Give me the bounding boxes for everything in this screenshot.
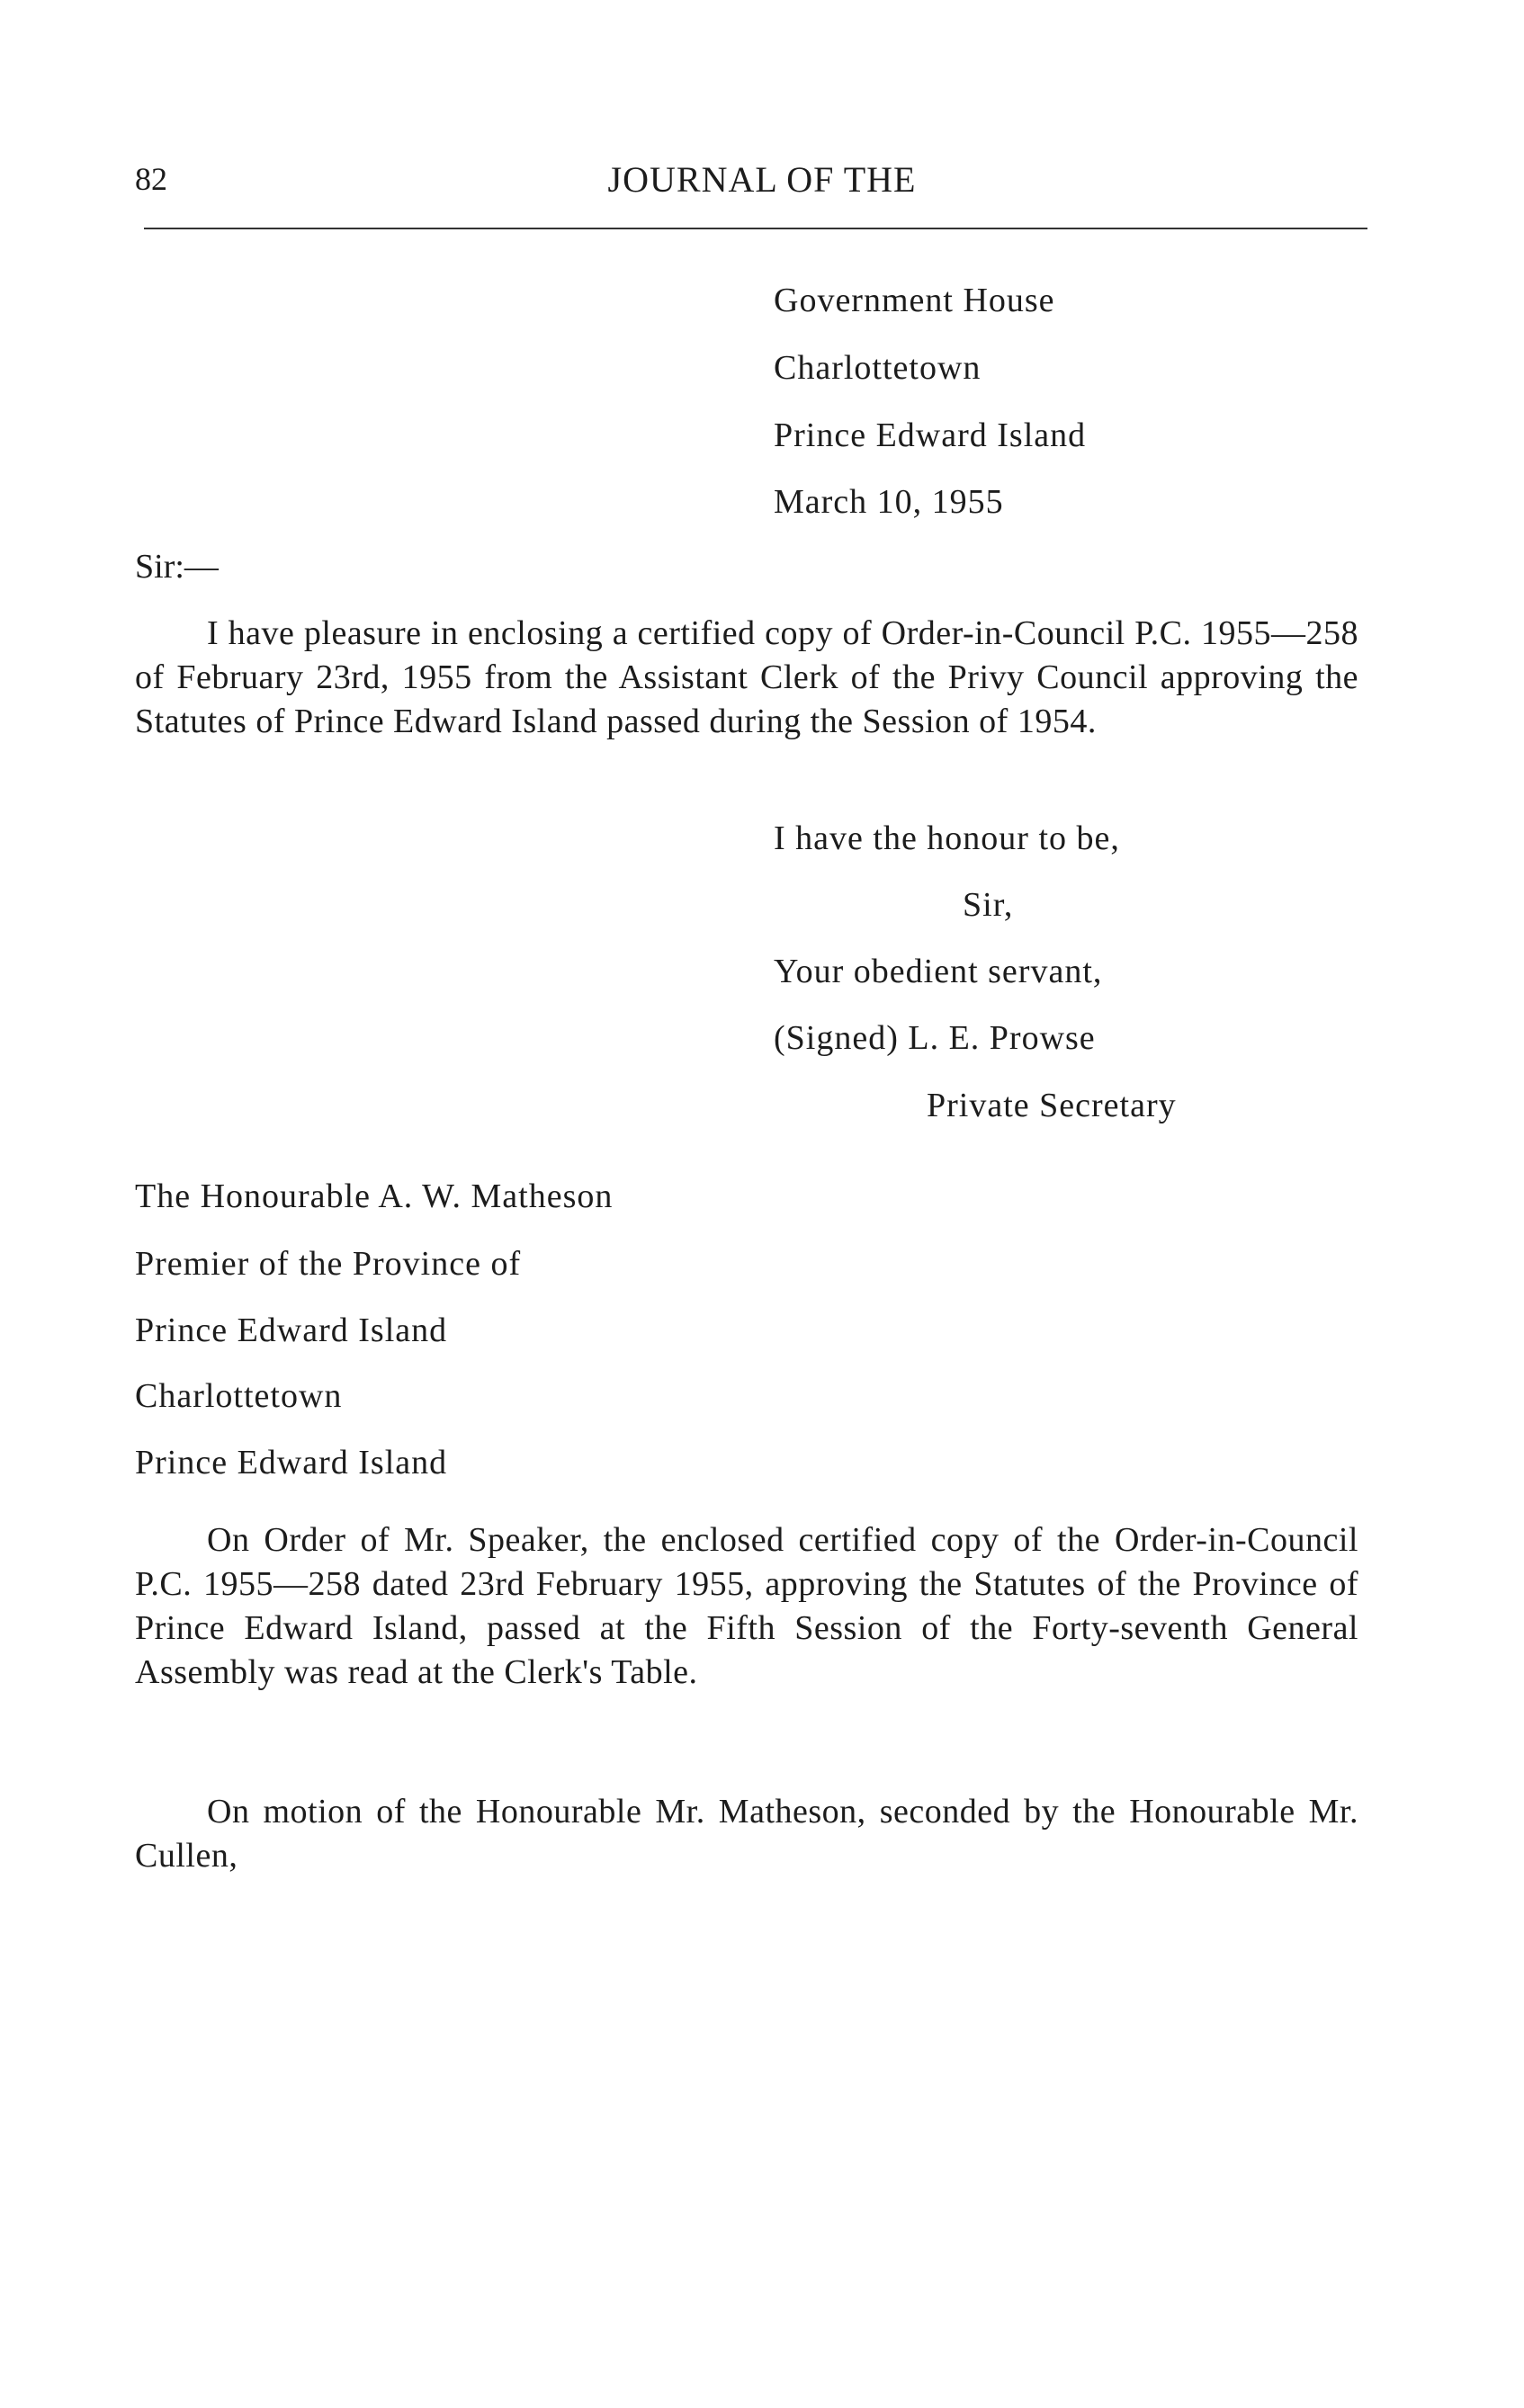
closing-salutation: Sir, [963,886,1014,924]
sender-address-line: Prince Edward Island [774,416,1087,454]
running-title: JOURNAL OF THE [607,159,917,200]
sender-address-line: Government House [774,282,1055,319]
recipient-line: Prince Edward Island [135,1444,448,1482]
recipient-line: Charlottetown [135,1377,343,1415]
letter-body: I have pleasure in enclosing a certified copy of Order-in-Council P.C. 1955—258 of February 23rd, 1955 from the Assistant Clerk of the Privy Council approving the Statutes of Prince Edward Island passed during the Session of 1954. [135,614,1358,740]
journal-paragraph: On Order of Mr. Speaker, the enclosed certified copy of the Order-in-Council P.C. 1955—258 dated 23rd February 1955, approving the Statutes of the Province of Prince Edward Island, passed at the Fifth Session of the Forty-seventh General Assembly was read at the Clerk's Table. [135,1521,1358,1691]
page-number: 82 [135,161,167,197]
recipient-line: Premier of the Province of [135,1245,522,1283]
sender-address-line: Charlottetown [774,349,982,387]
recipient-line: The Honourable A. W. Matheson [135,1177,614,1215]
closing-line: Your obedient servant, [774,953,1103,990]
closing-line: I have the honour to be, [774,819,1120,857]
letter-date: March 10, 1955 [774,483,1004,521]
signatory-title: Private Secretary [927,1087,1177,1124]
signature: (Signed) L. E. Prowse [774,1019,1096,1057]
recipient-line: Prince Edward Island [135,1311,448,1349]
salutation: Sir:— [135,548,219,586]
journal-paragraph: On motion of the Honourable Mr. Matheson, seconded by the Honourable Mr. Cullen, [135,1793,1358,1875]
header-rule [144,228,1367,229]
